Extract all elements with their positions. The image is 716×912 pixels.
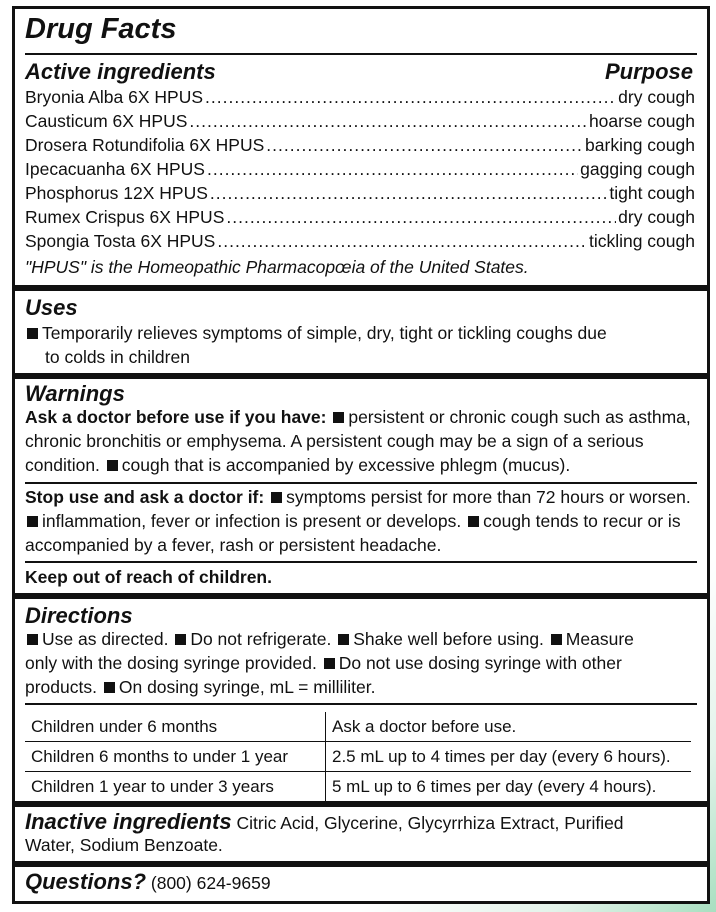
warnings-divider <box>25 482 697 484</box>
leader-dots <box>207 159 578 180</box>
uses-heading: Uses <box>25 295 78 320</box>
bullet-square-icon <box>333 412 344 423</box>
stop-use-line-1: Stop use and ask a doctor if: symptoms persist for more than 72 hours or worsen. <box>25 487 691 507</box>
section-divider <box>15 593 707 599</box>
bullet-square-icon <box>551 634 562 645</box>
ingredient-name: Ipecacuanha 6X HPUS <box>25 159 205 179</box>
leader-dots <box>205 87 616 108</box>
ingredient-row <box>25 231 695 252</box>
hpus-note: "HPUS" is the Homeopathic Pharmacopœia of the United States. <box>25 257 529 277</box>
keep-out-of-reach: Keep out of reach of children. <box>25 567 272 587</box>
dose-cell: 5 mL up to 6 times per day (every 4 hours). <box>326 772 692 802</box>
leader-dots <box>266 135 583 156</box>
ingredient-name: Bryonia Alba 6X HPUS <box>25 87 204 107</box>
ingredient-name: Causticum 6X HPUS <box>25 111 188 131</box>
ingredient-purpose: gagging cough <box>580 159 695 179</box>
leader-dots <box>226 207 616 228</box>
section-divider <box>15 373 707 379</box>
ingredient-row <box>25 159 695 180</box>
ingredient-purpose: tight cough <box>609 183 695 203</box>
ingredient-row <box>25 87 695 108</box>
leader-dots <box>210 183 607 204</box>
table-row <box>25 772 691 802</box>
inactive-line-1: Inactive ingredients Citric Acid, Glycerine, Glycyrrhiza Extract, Purified <box>25 809 624 834</box>
ask-doctor-line-3: condition. cough that is accompanied by excessive phlegm (mucus). <box>25 455 571 475</box>
age-cell: Children 1 year to under 3 years <box>25 772 326 802</box>
directions-line-2: only with the dosing syringe provided. Do not use dosing syringe with other <box>25 653 622 673</box>
section-divider <box>15 285 707 291</box>
ingredient-purpose: hoarse cough <box>588 111 695 131</box>
ingredient-purpose: dry cough <box>618 87 695 107</box>
table-row <box>25 712 691 742</box>
stop-use-line-3: accompanied by a fever, rash or persistent headache. <box>25 535 442 555</box>
stop-use-line-2: inflammation, fever or infection is present or develops. cough tends to recur or is <box>25 511 681 532</box>
drug-facts-panel <box>12 6 710 904</box>
inactive-line-2: Water, Sodium Benzoate. <box>25 835 223 855</box>
questions-heading: Questions? <box>25 869 147 894</box>
bullet-square-icon <box>104 682 115 693</box>
ask-doctor-line-2: chronic bronchitis or emphysema. A persistent cough may be a sign of a serious <box>25 431 644 451</box>
phone-number: (800) 624-9659 <box>150 873 271 893</box>
stop-use-label: Stop use and ask a doctor if: <box>25 487 265 507</box>
table-row <box>25 742 691 772</box>
ask-doctor-line-1: Ask a doctor before use if you have: persistent or chronic cough such as asthma, <box>25 407 691 427</box>
section-divider <box>15 861 707 867</box>
uses-line-2: to colds in children <box>45 347 190 367</box>
ingredient-row <box>25 207 695 228</box>
warnings-heading: Warnings <box>25 381 125 406</box>
ingredient-name: Phosphorus 12X HPUS <box>25 183 208 203</box>
directions-line-3: products. On dosing syringe, mL = milliliter. <box>25 677 376 697</box>
title-divider <box>25 53 697 55</box>
section-divider <box>15 801 707 807</box>
warnings-divider <box>25 561 697 563</box>
leader-dots <box>217 231 587 252</box>
leader-dots <box>189 111 587 132</box>
active-ingredients-heading: Active ingredients <box>25 59 216 84</box>
uses-line-1: Temporarily relieves symptoms of simple, dry, tight or tickling coughs due <box>25 323 607 344</box>
ingredient-name: Spongia Tosta 6X HPUS <box>25 231 216 251</box>
ingredient-row <box>25 135 695 156</box>
ingredient-purpose: dry cough <box>618 207 695 227</box>
bullet-square-icon <box>175 634 186 645</box>
bullet-square-icon <box>27 516 38 527</box>
inactive-ingredients-heading: Inactive ingredients <box>25 809 232 834</box>
ingredient-purpose: tickling cough <box>588 231 695 251</box>
bullet-square-icon <box>338 634 349 645</box>
dosing-table <box>25 712 691 801</box>
dosing-table-top-rule <box>25 703 697 705</box>
questions-line <box>25 869 271 895</box>
dose-cell: 2.5 mL up to 4 times per day (every 6 hours). <box>326 742 692 772</box>
dose-cell: Ask a doctor before use. <box>332 716 517 736</box>
age-cell: Children 6 months to under 1 year <box>25 742 326 772</box>
directions-line-1: Use as directed. Do not refrigerate. Shake well before using. Measure <box>25 629 634 650</box>
purpose-heading: Purpose <box>604 59 693 84</box>
ingredient-name: Rumex Crispus 6X HPUS <box>25 207 225 227</box>
bullet-square-icon <box>271 492 282 503</box>
ask-doctor-label: Ask a doctor before use if you have: <box>25 407 327 427</box>
ingredient-row <box>25 111 695 132</box>
bullet-square-icon <box>468 516 479 527</box>
page-title: Drug Facts <box>25 13 177 45</box>
ingredient-name: Drosera Rotundifolia 6X HPUS <box>25 135 265 155</box>
ingredient-purpose: barking cough <box>585 135 695 155</box>
bullet-square-icon <box>27 328 38 339</box>
bullet-square-icon <box>324 658 335 669</box>
bullet-square-icon <box>107 460 118 471</box>
ingredient-row <box>25 183 695 204</box>
directions-heading: Directions <box>25 603 133 628</box>
age-cell: Children under 6 months <box>25 712 326 742</box>
bullet-square-icon <box>27 634 38 645</box>
